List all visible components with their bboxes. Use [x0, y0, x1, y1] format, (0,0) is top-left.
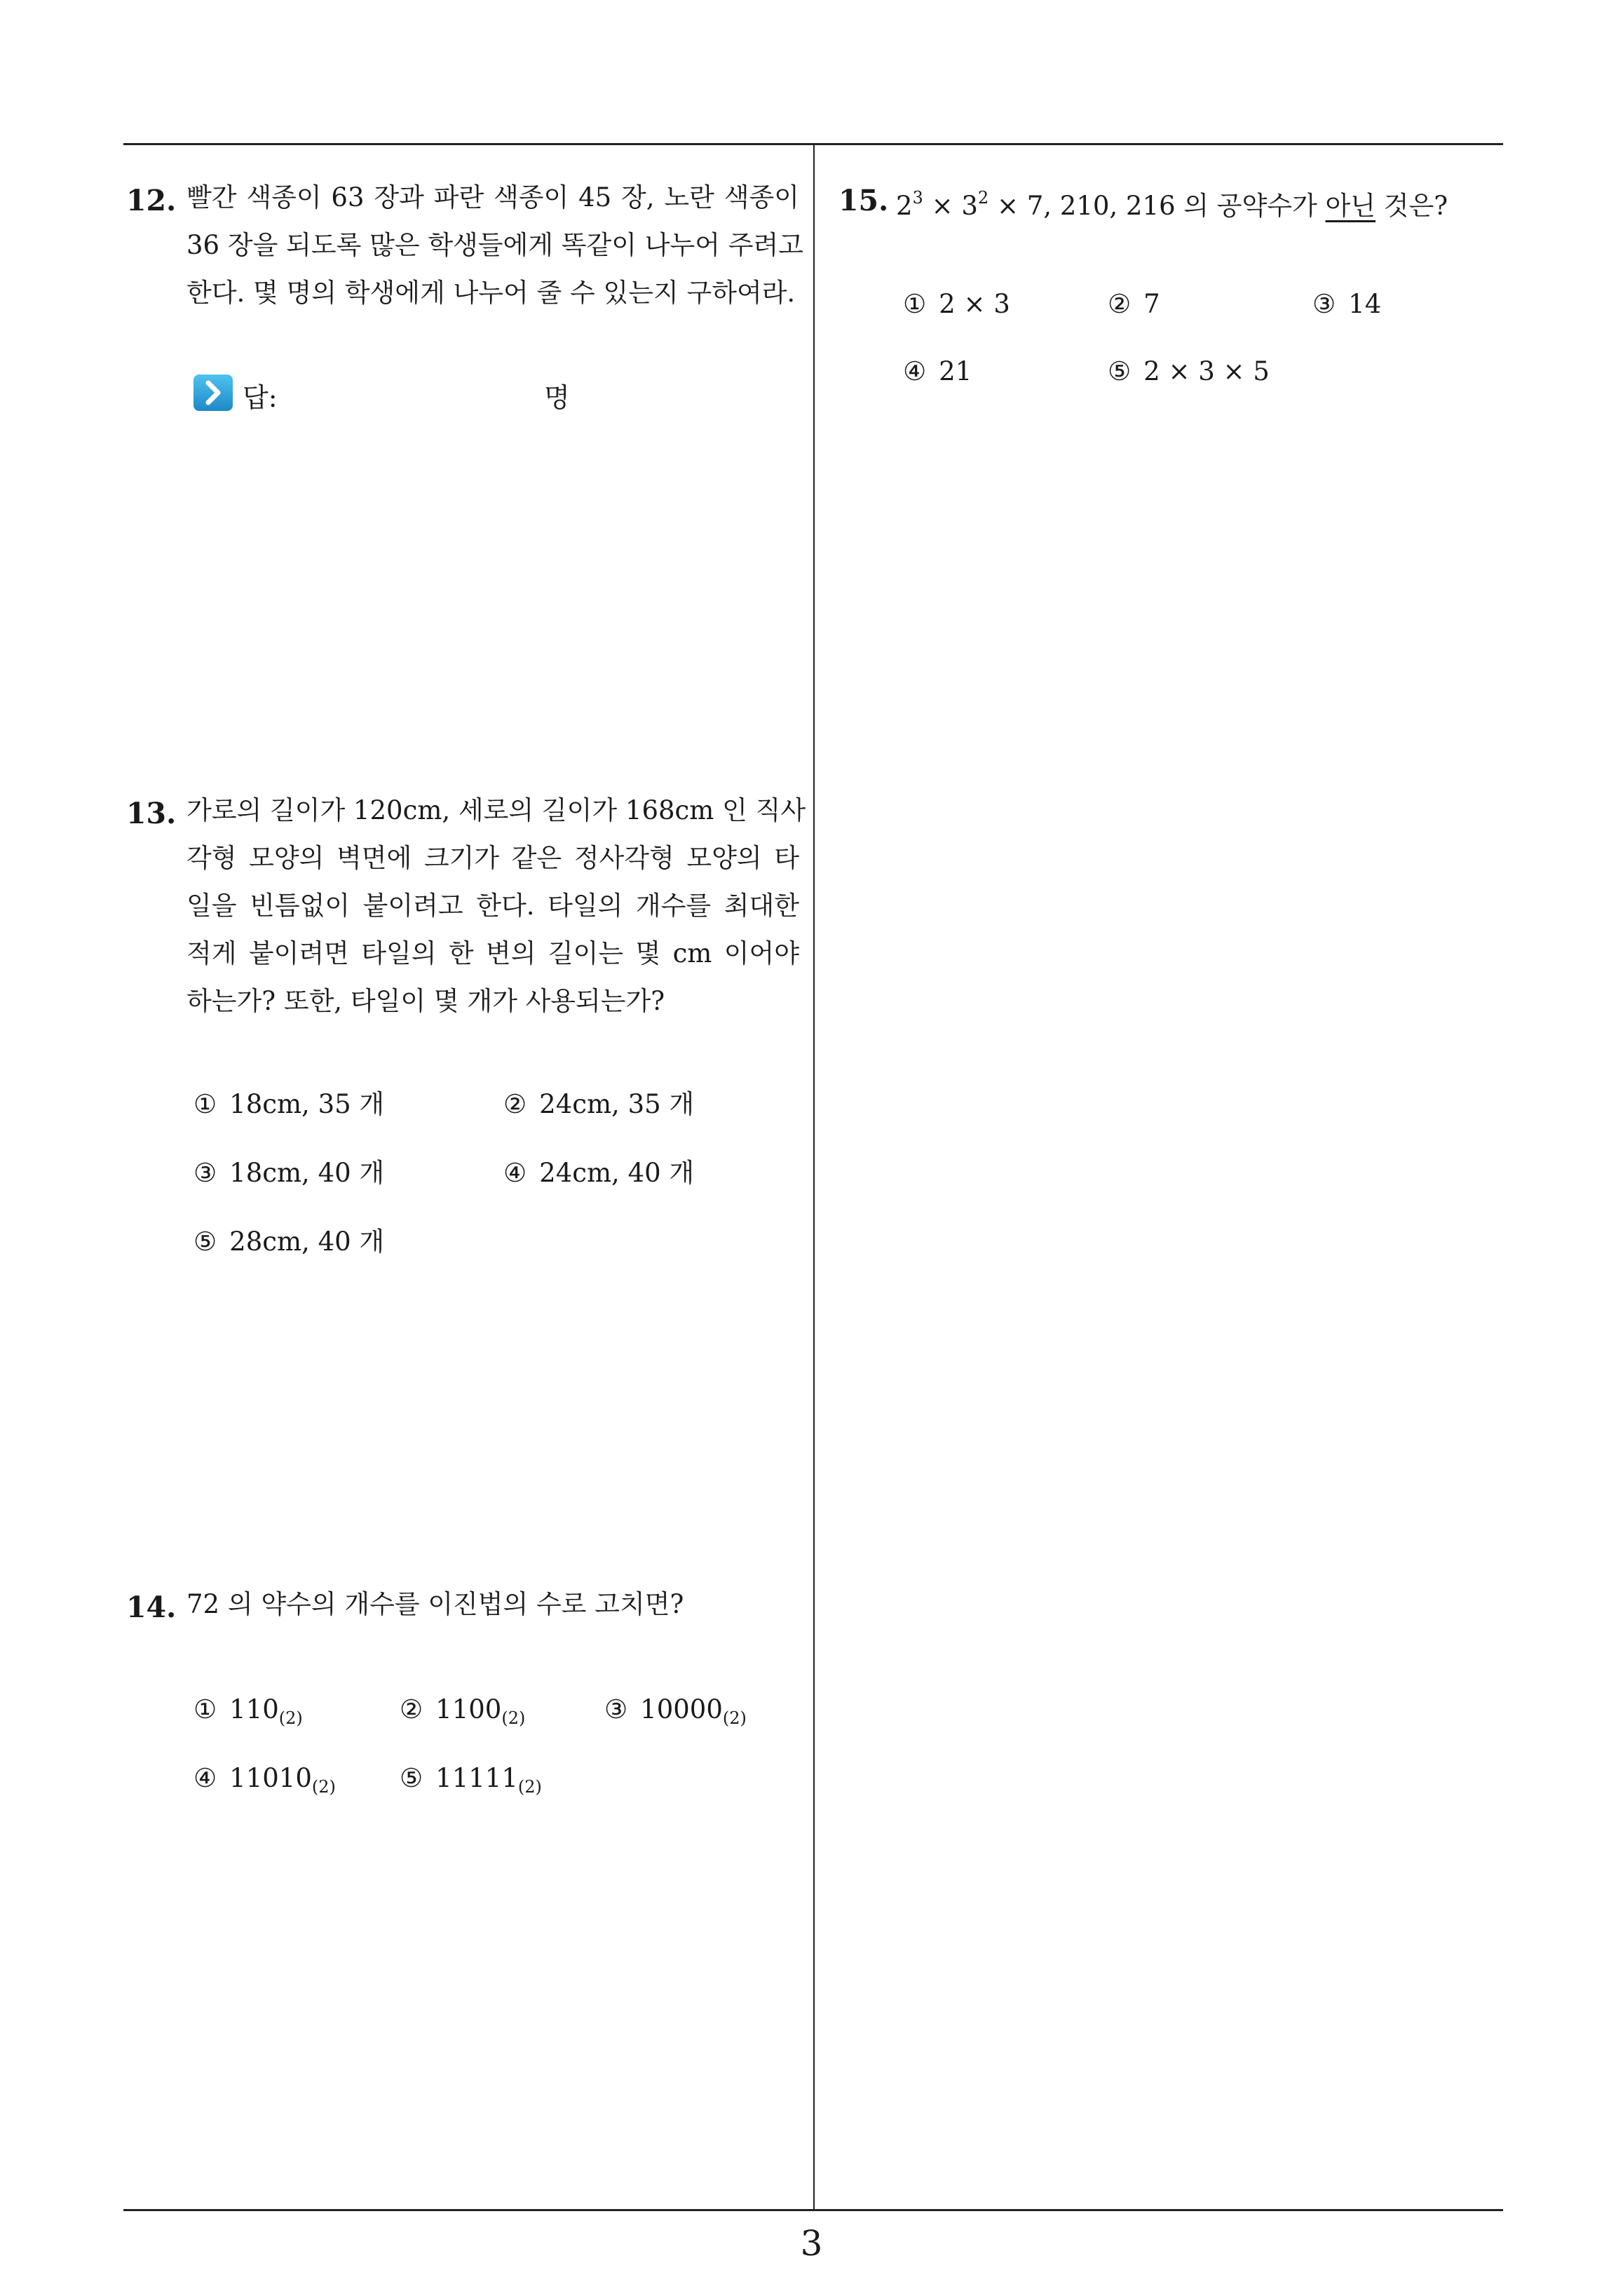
answer-unit: 명: [544, 382, 570, 413]
choice-subscript: (2): [311, 1777, 336, 1797]
question-line: 하는가? 또한, 타일이 몇 개가 사용되는가?: [186, 986, 665, 1016]
choice-text: 11010: [229, 1763, 312, 1793]
base-two: 2: [896, 191, 913, 221]
choice-mark: ③: [1312, 289, 1336, 319]
choice-text: 28cm, 40 개: [229, 1227, 385, 1257]
choice-mark: ①: [193, 1694, 217, 1724]
emphasis-not: 아닌: [1325, 191, 1376, 221]
choice-text: 1100: [435, 1694, 502, 1724]
choice-mark: ④: [903, 356, 927, 386]
question-number: 12.: [126, 184, 177, 217]
choice-mark: ④: [503, 1158, 527, 1188]
question-13: [126, 795, 806, 1035]
choice-5[interactable]: [193, 1220, 384, 1258]
choice-subscript: (2): [278, 1708, 303, 1728]
choice-text: 21: [939, 356, 972, 386]
base-three: 3: [961, 191, 978, 221]
choice-mark: ②: [400, 1694, 423, 1724]
choice-subscript: (2): [501, 1708, 526, 1728]
exponent-two: 2: [977, 188, 989, 208]
choice-mark: ③: [604, 1694, 628, 1724]
choice-text: 110: [229, 1694, 279, 1724]
exponent-three: 3: [912, 188, 923, 208]
question-text: [896, 174, 1478, 230]
choice-1[interactable]: [193, 1694, 303, 1728]
question-text-rest: × 7, 210, 216 의 공약수가: [989, 191, 1326, 221]
choice-text: 7: [1143, 289, 1160, 319]
question-line: 한다. 몇 명의 학생에게 나누어 줄 수 있는지 구하여라.: [186, 278, 796, 308]
choice-text: 11111: [435, 1763, 518, 1793]
column-divider: [813, 143, 815, 2210]
choice-3[interactable]: [604, 1694, 747, 1728]
times-sign: ×: [923, 191, 962, 221]
answer-label: 답:: [243, 382, 278, 413]
choice-mark: ⑤: [1108, 356, 1132, 386]
choice-4[interactable]: [503, 1152, 694, 1189]
choice-3[interactable]: [193, 1152, 384, 1189]
choice-mark: ⑤: [400, 1763, 423, 1793]
choice-5[interactable]: [1108, 356, 1270, 386]
question-text-tail: 것은?: [1376, 191, 1448, 221]
question-12: [126, 182, 803, 352]
question-line: [896, 174, 1478, 230]
question-line: 각형 모양의 벽면에 크기가 같은 정사각형 모양의 타: [186, 843, 799, 873]
question-text: [186, 787, 806, 1025]
question-line: 가로의 길이가 120cm, 세로의 길이가 168cm 인 직사: [186, 795, 806, 825]
choice-text: 14: [1348, 289, 1382, 319]
choice-subscript: (2): [517, 1777, 542, 1797]
choice-2[interactable]: [1108, 289, 1160, 319]
choice-2[interactable]: [503, 1083, 694, 1121]
question-line: 빨간 색종이 63 장과 파란 색종이 45 장, 노란 색종이: [186, 182, 799, 212]
choice-mark: ①: [193, 1089, 217, 1119]
question-line: 일을 빈틈없이 붙이려고 한다. 타일의 개수를 최대한: [186, 891, 799, 921]
question-number: 15.: [838, 184, 889, 217]
choice-1[interactable]: [193, 1083, 384, 1121]
choice-text: 24cm, 40 개: [539, 1158, 695, 1188]
bottom-rule: [123, 2209, 1503, 2211]
question-text: [186, 174, 803, 317]
question-number: 13.: [126, 797, 177, 830]
question-number: 14.: [126, 1591, 177, 1624]
question-text: [186, 1581, 799, 1628]
choice-1[interactable]: [903, 289, 1010, 319]
choice-text: 18cm, 35 개: [229, 1089, 385, 1119]
question-line: 적게 붙이려면 타일의 한 변의 길이는 몇 cm 이어야: [186, 938, 799, 968]
choice-text: 2 × 3 × 5: [1143, 356, 1270, 386]
choice-text: 18cm, 40 개: [229, 1158, 385, 1188]
choice-2[interactable]: [400, 1694, 525, 1728]
choice-mark: ②: [503, 1089, 527, 1119]
choice-text: 24cm, 35 개: [539, 1089, 695, 1119]
choice-5[interactable]: [400, 1763, 542, 1797]
question-line: 72 의 약수의 개수를 이진법의 수로 고치면?: [186, 1589, 684, 1619]
question-15: [838, 184, 1483, 226]
chevron-right-icon: [193, 374, 233, 411]
page-number: 3: [800, 2223, 823, 2264]
choice-mark: ③: [193, 1158, 217, 1188]
question-line: 36 장을 되도록 많은 학생들에게 똑같이 나누어 주려고: [186, 230, 803, 260]
question-14: [126, 1591, 799, 1633]
choice-subscript: (2): [722, 1708, 747, 1728]
choice-4[interactable]: [903, 356, 972, 386]
choice-mark: ①: [903, 289, 927, 319]
choice-mark: ②: [1108, 289, 1132, 319]
choice-mark: ④: [193, 1763, 217, 1793]
choice-mark: ⑤: [193, 1227, 217, 1257]
choice-3[interactable]: [1312, 289, 1381, 319]
answer-field: [193, 372, 586, 414]
choice-text: 2 × 3: [939, 289, 1010, 319]
choice-4[interactable]: [193, 1763, 336, 1797]
choice-text: 10000: [640, 1694, 723, 1724]
